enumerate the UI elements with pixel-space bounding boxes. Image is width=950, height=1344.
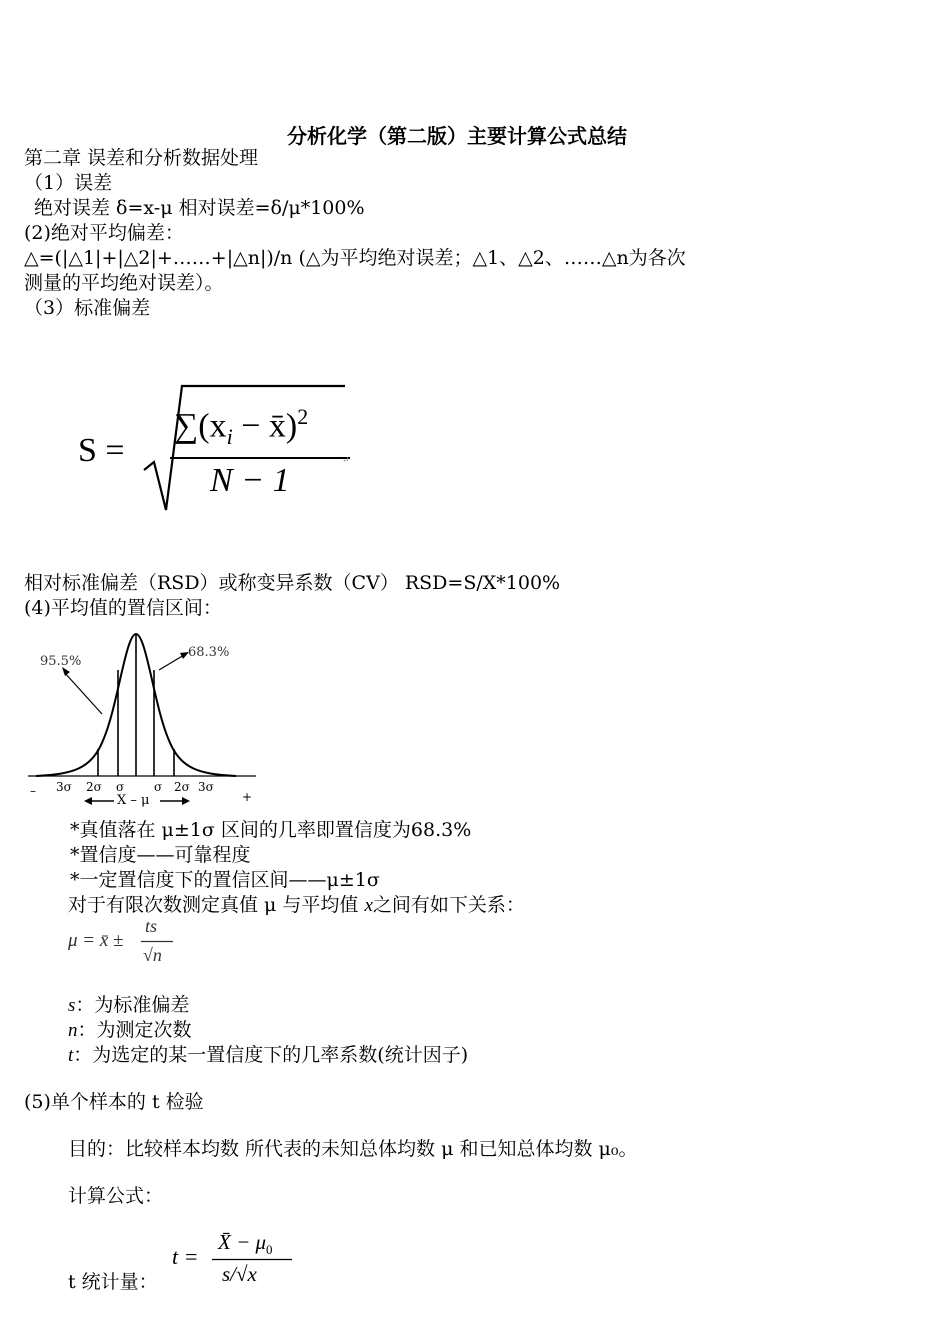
error-formula-line: 绝对误差 δ=x-μ 相对误差=δ/μ*100% [34,197,365,219]
axis-label: X – μ [117,793,150,808]
bullet-confidence-definition: *置信度——可靠程度 [70,844,251,866]
t-statistic-label: t 统计量： [68,1271,158,1293]
mean-deviation-formula: △=(|△1|+|△2|+……+|△n|)/n (△为平均绝对误差；△1、△2、……△n为各次 [24,247,686,269]
num-rest: − x̄) [232,407,298,445]
t-formula-lhs: t = [172,1244,199,1269]
def-t-symbol: t [68,1045,74,1066]
mean-deviation-note: 测量的平均绝对误差）。 [24,272,224,294]
def-n [68,1018,192,1043]
tick-3sigma-left: 3σ [56,780,72,794]
relation-text [68,893,525,918]
t-num-sub: 0 [266,1242,273,1258]
section-3-heading: （3）标准偏差 [24,297,151,319]
bullet-confidence-68: *真值落在 μ±1σ 区间的几率即置信度为68.3% [70,819,472,841]
def-s-symbol: s [68,995,76,1016]
relation-pre: 对于有限次数测定真值 μ 与平均值 [68,894,365,916]
sum-part: ∑(x [174,407,227,445]
def-t-text: ：为选定的某一置信度下的几率系数(统计因子) [73,1044,469,1066]
relation-post: 之间有如下关系： [372,894,525,916]
t-num-main: X̄ − μ [218,1230,267,1254]
ci-formula-numerator: ts [145,916,158,936]
tick-sigma-right: σ [154,780,163,794]
ci-formula-lhs: μ = x̄ ± [68,930,124,951]
relation-var: x [364,895,373,916]
formula-lhs: S = [78,432,125,469]
tick-2sigma-right: 2σ [174,780,190,794]
t-test-purpose: 目的：比较样本均数 所代表的未知总体均数 μ 和已知总体均数 μ₀。 [68,1138,638,1160]
tick-sigma-left: σ [116,780,125,794]
tick-3sigma-right: 3σ [198,780,214,794]
chapter-heading: 第二章 误差和分析数据处理 [24,147,259,169]
def-n-text: ：为测定次数 [77,1019,192,1041]
normal-distribution-figure [24,622,264,812]
plus-sign: + [242,790,253,804]
minus-sign: – [30,784,36,798]
document-title: 分析化学（第二版）主要计算公式总结 [287,124,627,148]
calc-formula-label: 计算公式： [68,1185,164,1207]
tick-2sigma-left: 2σ [86,780,102,794]
t-formula-numerator [218,1230,273,1258]
section-1-heading: （1）误差 [24,172,113,194]
section-2-heading: (2)绝对平均偏差： [24,222,184,244]
t-formula-denominator: s/√x [222,1262,257,1286]
t-fraction-bar [212,1258,292,1261]
bullet-confidence-interval: *一定置信度下的置信区间——μ±1σ [70,869,380,891]
formula-numerator [174,404,308,450]
ci-fraction-bar [141,940,173,943]
section-4-heading: (4)平均值的置信区间： [24,597,222,619]
def-s-text: ：为标准偏差 [75,994,190,1016]
label-95-percent: 95.5% [40,654,82,669]
section-5-heading: (5)单个样本的 t 检验 [24,1091,204,1113]
ci-formula-denominator: √n [143,945,162,965]
def-t [68,1043,468,1068]
fraction-bar [170,456,340,460]
return-mark-icon: ↵ [342,456,350,466]
rsd-line: 相对标准偏差（RSD）或称变异系数（CV） RSD=S/X*100% [24,572,561,594]
def-s [68,993,189,1018]
formula-denominator: N − 1 [210,462,290,499]
superscript-2: 2 [297,404,309,429]
def-n-symbol: n [68,1020,78,1041]
label-68-percent: 68.3% [188,645,230,660]
subscript-i: i [226,424,233,450]
